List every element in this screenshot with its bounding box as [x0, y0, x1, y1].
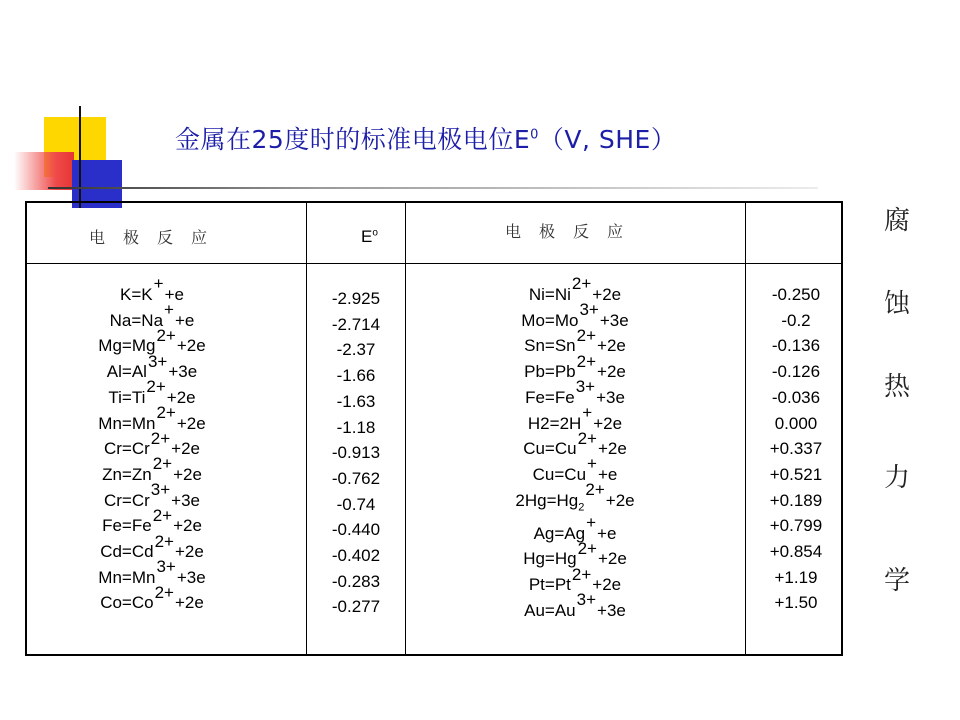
decor-vertical-line: [79, 106, 81, 208]
right-reaction-column: [475, 274, 675, 624]
reaction-row: K=K++e: [120, 274, 184, 304]
reaction-row: $Ni=Ni^{2+}+2e$: [528, 274, 622, 304]
reaction-row: $2Hg=Hg_2^{2+}+2e$: [515, 480, 635, 514]
potential-value: -0.126: [771, 362, 821, 382]
reaction-row: $Ti=Ti^{2+}+2e$: [108, 377, 196, 407]
reaction-row: H2=2H++2e: [527, 402, 623, 433]
reaction-row: $Mn=Mn^{2+}+2e$: [98, 402, 206, 433]
reaction-row: $Pt=Pt^{2+}+2e$: [528, 564, 622, 595]
column-divider: [745, 203, 746, 654]
potential-value: -0.250: [771, 285, 821, 304]
reaction-row: $Au=Au^{3+}+3e$: [524, 590, 626, 620]
potential-table: [25, 201, 843, 656]
potential-value: -0.762: [331, 468, 381, 488]
reaction-row: $Zn=Zn^{2+}+2e$: [102, 454, 202, 484]
potential-value: -1.66: [336, 366, 376, 386]
potential-value: -1.63: [336, 391, 376, 411]
reaction-row: $Fe=Fe^{3+}+3e$: [525, 377, 625, 407]
potential-value: +0.337: [769, 439, 823, 459]
reaction-row: $Cr=Cr^{3+}+3e$: [103, 480, 201, 510]
potential-value: +0.799: [769, 516, 823, 536]
potential-value: +1.19: [774, 567, 818, 587]
column-divider: [405, 203, 406, 654]
left-reaction-column: [67, 274, 237, 616]
reaction-row: $Sn=Sn^{2+}+2e$: [524, 325, 626, 356]
potential-value: -0.913: [331, 443, 381, 463]
decor-red-square: [14, 152, 74, 190]
header-eo: $E^o$: [361, 227, 378, 246]
side-char: 蚀: [884, 289, 911, 319]
reaction-row: Ag=Ag++e: [533, 513, 617, 543]
reaction-row: $Co=Co^{2+}+2e$: [100, 582, 204, 613]
reaction-row: $Cu=Cu^{2+}+2e$: [523, 428, 627, 459]
reaction-row: Cu=Cu++e: [532, 454, 618, 484]
reaction-row: $Mo=Mo^{3+}+3e$: [521, 300, 629, 330]
potential-value: +0.521: [769, 464, 823, 484]
reaction-row: $Cr=Cr^{2+}+2e$: [103, 428, 201, 459]
potential-value: -1.18: [336, 417, 376, 437]
right-value-column: [755, 282, 837, 616]
reaction-row: Na=Na++e: [109, 300, 195, 330]
reaction-row: $Fe=Fe^{2+}+2e$: [102, 505, 202, 536]
reaction-row: $Mg=Mg^{2+}+2e$: [98, 325, 206, 356]
potential-value: -0.2: [781, 310, 811, 330]
left-value-column: [315, 286, 397, 620]
reaction-row: $Mn=Mn^{3+}+3e$: [98, 557, 206, 587]
potential-value: -0.74: [336, 494, 376, 514]
side-char: 热: [884, 372, 911, 402]
potential-value: +0.189: [769, 490, 823, 510]
potential-value: +1.50: [774, 593, 818, 613]
side-char: 学: [884, 566, 911, 596]
potential-value: -0.036: [771, 387, 821, 407]
potential-value: -2.925: [331, 289, 381, 308]
potential-value: -0.440: [331, 520, 381, 540]
column-divider: [306, 203, 307, 654]
reaction-row: $Pb=Pb^{2+}+2e$: [524, 351, 626, 382]
decor-title-underline: [48, 187, 818, 189]
potential-value: +0.854: [769, 542, 823, 562]
potential-value: -0.277: [331, 597, 381, 617]
header-right-reaction: 电极反应: [505, 222, 642, 241]
potential-value: 0.000: [774, 413, 818, 433]
reaction-row: $Hg=Hg^{2+}+2e$: [523, 538, 627, 569]
potential-value: -2.714: [331, 314, 381, 334]
side-char: 腐: [884, 206, 911, 236]
potential-value: -0.136: [771, 336, 821, 356]
slide-title: 金属在25度时的标准电极电位$E^0(V$, SHE）: [175, 125, 677, 154]
reaction-row: $Al=Al^{3+}+3e$: [106, 351, 198, 382]
reaction-row: $Cd=Cd^{2+}+2e$: [100, 531, 204, 562]
potential-value: -0.402: [331, 546, 381, 566]
potential-value: -2.37: [336, 340, 376, 360]
table-header-divider: [27, 263, 841, 264]
header-left-reaction: 电极反应: [89, 228, 226, 247]
side-char: 力: [884, 463, 911, 493]
potential-value: -0.283: [331, 571, 381, 591]
